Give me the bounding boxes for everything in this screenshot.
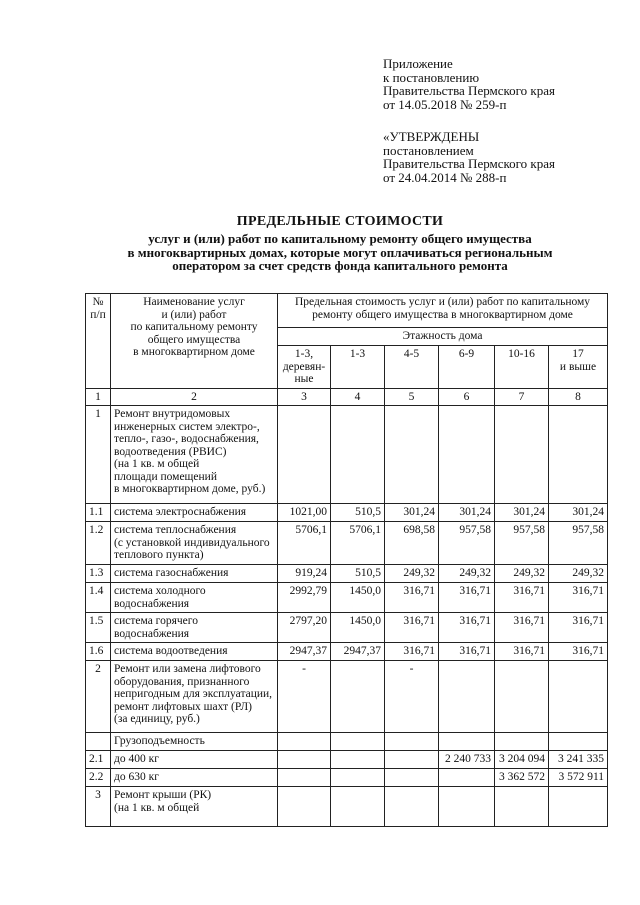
service-name-line: тепло-, газо-, водоснабжения,: [114, 433, 259, 445]
header-no-line: п/п: [90, 308, 106, 321]
row-value: 316,71: [439, 583, 495, 613]
header-name-line: Наименование услуг: [143, 296, 245, 308]
row-value: 510,5: [331, 565, 385, 583]
row-number: 1: [86, 406, 111, 504]
service-name-line: ремонт лифтовых шахт (РЛ): [114, 700, 252, 713]
document-subtitle: [60, 232, 620, 273]
row-value: 249,32: [385, 565, 439, 583]
row-value: 698,58: [385, 522, 439, 565]
service-name-line: непригодным для эксплуатации,: [114, 688, 273, 700]
row-value: [331, 661, 385, 733]
row-service-name: [111, 406, 278, 504]
header-name-line: общего имущества: [147, 333, 241, 346]
service-name-line: (за единицу, руб.): [114, 713, 200, 725]
row-number: 2.1: [86, 751, 111, 769]
service-name-line: Грузоподъемность: [114, 735, 205, 747]
row-value: [385, 787, 439, 827]
table-row: [86, 751, 608, 769]
service-name-line: в многоквартирном доме, руб.): [114, 483, 266, 495]
row-number: 1.5: [86, 613, 111, 643]
column-number: 7: [495, 388, 549, 406]
row-service-name: [111, 751, 278, 769]
header-name-line: и (или) работ: [161, 308, 227, 321]
row-value: 316,71: [439, 643, 495, 661]
appendix-line: Правительства Пермского края: [383, 83, 555, 98]
row-value: 249,32: [439, 565, 495, 583]
row-value: [331, 787, 385, 827]
header-floor-line: ные: [294, 373, 314, 385]
table-row: [86, 583, 608, 613]
subtitle-line: оператором за счет средств фонда капитального ремонта: [172, 258, 508, 273]
row-value: [549, 733, 608, 751]
row-number: 1.3: [86, 565, 111, 583]
row-value: -: [278, 661, 331, 733]
row-value: [331, 406, 385, 504]
row-value: 1450,0: [331, 613, 385, 643]
service-name-line: до 630 кг: [114, 771, 159, 783]
header-floor-line: 17: [572, 348, 584, 360]
row-value: 1450,0: [331, 583, 385, 613]
row-number: 1.2: [86, 522, 111, 565]
header-service-name: [111, 294, 278, 389]
service-name-line: водоснабжения: [114, 627, 190, 640]
document-title: ПРЕДЕЛЬНЫЕ СТОИМОСТИ: [236, 214, 444, 229]
row-value: [495, 406, 549, 504]
row-value: [331, 769, 385, 787]
column-number: 1: [86, 388, 111, 406]
header-name-line: по капитальному ремонту: [130, 321, 258, 333]
approved-line: от 24.04.2014 № 288-п: [383, 169, 507, 185]
row-value: [549, 661, 608, 733]
row-number: [86, 733, 111, 751]
column-number: 3: [278, 388, 331, 406]
column-number: 5: [385, 388, 439, 406]
service-name-line: Ремонт или замена лифтового: [114, 663, 261, 675]
row-service-name: [111, 787, 278, 827]
row-value: 316,71: [549, 613, 608, 643]
row-value: 2 240 733: [439, 751, 495, 769]
row-value: [495, 787, 549, 827]
row-service-name: [111, 769, 278, 787]
service-name-line: теплового пункта): [114, 549, 204, 561]
row-value: [331, 751, 385, 769]
row-value: 957,58: [439, 522, 495, 565]
row-value: 1021,00: [278, 504, 331, 522]
row-number: 3: [86, 787, 111, 827]
approved-line: «УТВЕРЖДЕНЫ: [383, 129, 480, 144]
row-value: [278, 733, 331, 751]
header-floors: Этажность дома: [278, 328, 608, 346]
row-value: 5706,1: [331, 522, 385, 565]
header-cost: Предельная стоимость услуг и (или) работ по капитальному ремонту общего имущества в многоквартирном доме: [278, 294, 608, 328]
service-name-line: Ремонт внутридомовых: [114, 408, 231, 420]
row-value: 249,32: [549, 565, 608, 583]
service-name-line: система электроснабжения: [114, 506, 247, 518]
service-name-line: площади помещений: [114, 470, 217, 483]
row-value: 301,24: [439, 504, 495, 522]
row-number: 2.2: [86, 769, 111, 787]
row-value: [439, 787, 495, 827]
header-floor-line: деревян-: [282, 360, 326, 373]
row-value: [385, 751, 439, 769]
row-value: 3 204 094: [495, 751, 549, 769]
service-name-line: система холодного: [114, 585, 206, 597]
row-value: 301,24: [385, 504, 439, 522]
service-name-line: водоснабжения: [114, 597, 190, 610]
row-value: [385, 406, 439, 504]
row-value: [385, 769, 439, 787]
appendix-line: Приложение: [383, 56, 453, 71]
approved-line: Правительства Пермского края: [383, 156, 555, 171]
appendix-line: от 14.05.2018 № 259-п: [383, 96, 507, 112]
row-value: [439, 661, 495, 733]
row-value: 2992,79: [278, 583, 331, 613]
row-service-name: [111, 522, 278, 565]
column-number: 4: [331, 388, 385, 406]
service-name-line: водоотведения (РВИС): [114, 445, 227, 458]
subtitle-line: услуг и (или) работ по капитальному ремонту общего имущества: [148, 231, 532, 246]
header-floor-col: [439, 346, 495, 389]
row-value: 2947,37: [331, 643, 385, 661]
row-value: 301,24: [549, 504, 608, 522]
row-number: 1.1: [86, 504, 111, 522]
appendix-line: к постановлению: [383, 69, 480, 85]
row-value: [278, 751, 331, 769]
column-number: 8: [549, 388, 608, 406]
service-name-line: инженерных систем электро-,: [114, 420, 260, 433]
header-floor-line: 1-3,: [294, 348, 314, 360]
table-row: [86, 787, 608, 827]
row-value: 316,71: [549, 643, 608, 661]
row-number: 1.6: [86, 643, 111, 661]
header-floor-line: 1-3: [349, 348, 366, 360]
row-value: [278, 769, 331, 787]
row-value: [495, 661, 549, 733]
row-value: [331, 733, 385, 751]
row-value: [495, 733, 549, 751]
row-value: 3 572 911: [549, 769, 608, 787]
row-service-name: [111, 504, 278, 522]
row-service-name: [111, 565, 278, 583]
row-value: 316,71: [549, 583, 608, 613]
service-name-line: система газоснабжения: [114, 567, 229, 579]
row-value: 316,71: [495, 613, 549, 643]
annex-note: [383, 57, 633, 203]
row-value: 919,24: [278, 565, 331, 583]
row-value: [439, 733, 495, 751]
appendix-block: [383, 57, 633, 111]
row-value: 3 241 335: [549, 751, 608, 769]
table-row: [86, 504, 608, 522]
header-floor-col: [385, 346, 439, 389]
row-value: 316,71: [495, 583, 549, 613]
cost-table: [85, 293, 608, 827]
table-row: [86, 769, 608, 787]
header-name-line: в многоквартирном доме: [133, 346, 255, 358]
service-name-line: (на 1 кв. м общей: [114, 801, 200, 814]
table-row: [86, 565, 608, 583]
row-value: 316,71: [385, 583, 439, 613]
column-number: 2: [111, 388, 278, 406]
table-row: [86, 522, 608, 565]
service-name-line: система горячего: [114, 615, 198, 627]
row-value: 510,5: [331, 504, 385, 522]
table-row: [86, 733, 608, 751]
service-name-line: (на 1 кв. м общей: [114, 458, 200, 470]
header-no-line: №: [92, 296, 104, 308]
row-number: 2: [86, 661, 111, 733]
service-name-line: система водоотведения: [114, 645, 228, 657]
service-name-line: (с установкой индивидуального: [114, 536, 270, 549]
row-value: [278, 406, 331, 504]
row-value: 957,58: [549, 522, 608, 565]
header-floor-col: [495, 346, 549, 389]
table-row: [86, 406, 608, 504]
row-value: 316,71: [495, 643, 549, 661]
service-name-line: оборудования, признанного: [114, 675, 250, 688]
row-value: 5706,1: [278, 522, 331, 565]
row-value: 957,58: [495, 522, 549, 565]
row-service-name: [111, 643, 278, 661]
row-value: 301,24: [495, 504, 549, 522]
header-floor-line: 10-16: [508, 348, 535, 360]
header-floor-line: 6-9: [458, 348, 475, 360]
header-floor-col: [549, 346, 608, 389]
row-value: [439, 769, 495, 787]
row-value: 3 362 572: [495, 769, 549, 787]
row-value: 2797,20: [278, 613, 331, 643]
row-value: 249,32: [495, 565, 549, 583]
header-floor-line: 4-5: [403, 348, 420, 360]
service-name-line: до 400 кг: [114, 753, 159, 765]
table-row: [86, 613, 608, 643]
row-value: 316,71: [385, 643, 439, 661]
row-value: -: [385, 661, 439, 733]
column-number: 6: [439, 388, 495, 406]
service-name-line: Ремонт крыши (РК): [114, 789, 212, 801]
row-value: 2947,37: [278, 643, 331, 661]
header-floor-col: [278, 346, 331, 389]
row-value: [549, 406, 608, 504]
row-service-name: [111, 733, 278, 751]
approved-block: [383, 130, 633, 184]
row-service-name: [111, 613, 278, 643]
table-row: [86, 643, 608, 661]
service-name-line: система теплоснабжения: [114, 524, 237, 536]
row-value: [278, 787, 331, 827]
header-floor-col: [331, 346, 385, 389]
row-value: [549, 787, 608, 827]
table-row: [86, 661, 608, 733]
row-value: [385, 733, 439, 751]
approved-line: постановлением: [383, 142, 474, 158]
row-value: [439, 406, 495, 504]
row-service-name: [111, 583, 278, 613]
row-number: 1.4: [86, 583, 111, 613]
header-floor-line: и выше: [559, 360, 597, 373]
header-no: [86, 294, 111, 389]
row-value: 316,71: [385, 613, 439, 643]
subtitle-line: в многоквартирных домах, которые могут оплачиваться региональным: [127, 244, 553, 260]
row-value: 316,71: [439, 613, 495, 643]
row-service-name: [111, 661, 278, 733]
